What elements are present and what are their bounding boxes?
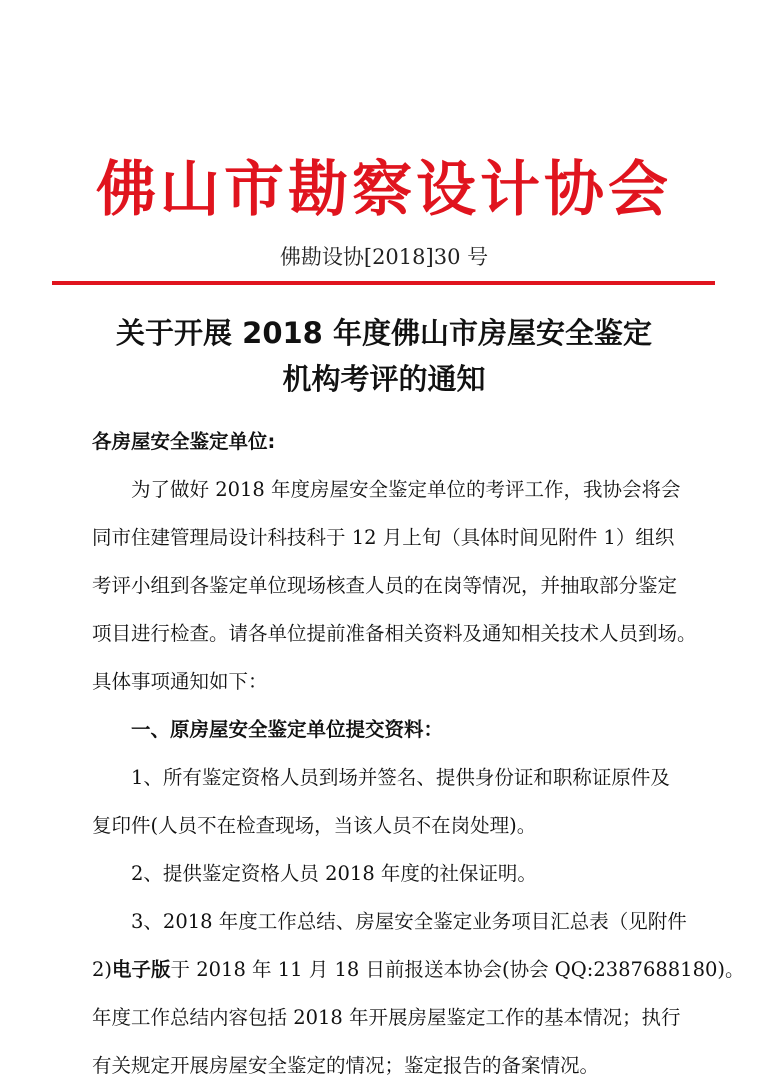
notice-title-line-1: 关于开展 2018 年度佛山市房屋安全鉴定 (116, 316, 652, 350)
notice-title (0, 310, 768, 402)
intro-line: 为了做好 2018 年度房屋安全鉴定单位的考评工作，我协会将会 (131, 478, 681, 501)
item-text: 2) (92, 958, 113, 981)
notice-body (92, 418, 745, 1090)
item-line: 有关规定开展房屋安全鉴定的情况；鉴定报告的备案情况。 (92, 1054, 600, 1077)
notice-title-line-2: 机构考评的通知 (282, 362, 486, 396)
document-number: 佛勘设协[2018]30 号 (279, 245, 489, 269)
intro-line: 考评小组到各鉴定单位现场核查人员的在岗等情况，并抽取部分鉴定 (92, 574, 678, 597)
intro-line: 同市住建管理局设计科技科于 12 月上旬（具体时间见附件 1）组织 (92, 526, 675, 549)
item-2: 2、提供鉴定资格人员 2018 年度的社保证明。 (131, 862, 537, 885)
item-line: 1、所有鉴定资格人员到场并签名、提供身份证和职称证原件及 (131, 766, 670, 789)
item-1 (92, 754, 692, 850)
intro-line: 具体事项通知如下： (92, 670, 268, 693)
item-line: 年度工作总结内容包括 2018 年开展房屋鉴定工作的基本情况；执行 (92, 1006, 681, 1029)
item-3 (92, 898, 745, 1090)
item-line (92, 946, 745, 994)
salutation: 各房屋安全鉴定单位: (92, 430, 276, 453)
intro-line: 项目进行检查。请各单位提前准备相关资料及通知相关技术人员到场。 (92, 622, 697, 645)
item-text: 于 2018 年 11 月 18 日前报送本协会(协会 QQ:2387688180)。 (170, 958, 745, 981)
item-line: 复印件(人员不在检查现场，当该人员不在岗处理)。 (92, 814, 537, 837)
item-line: 3、2018 年度工作总结、房屋安全鉴定业务项目汇总表（见附件 (131, 910, 687, 933)
section-heading: 一、原房屋安全鉴定单位提交资料： (131, 718, 444, 741)
red-divider-line (52, 281, 715, 285)
emphasis-text: 电子版 (112, 958, 171, 981)
organization-title: 佛山市勘察设计协会 (96, 155, 672, 225)
intro-paragraph (92, 466, 697, 706)
